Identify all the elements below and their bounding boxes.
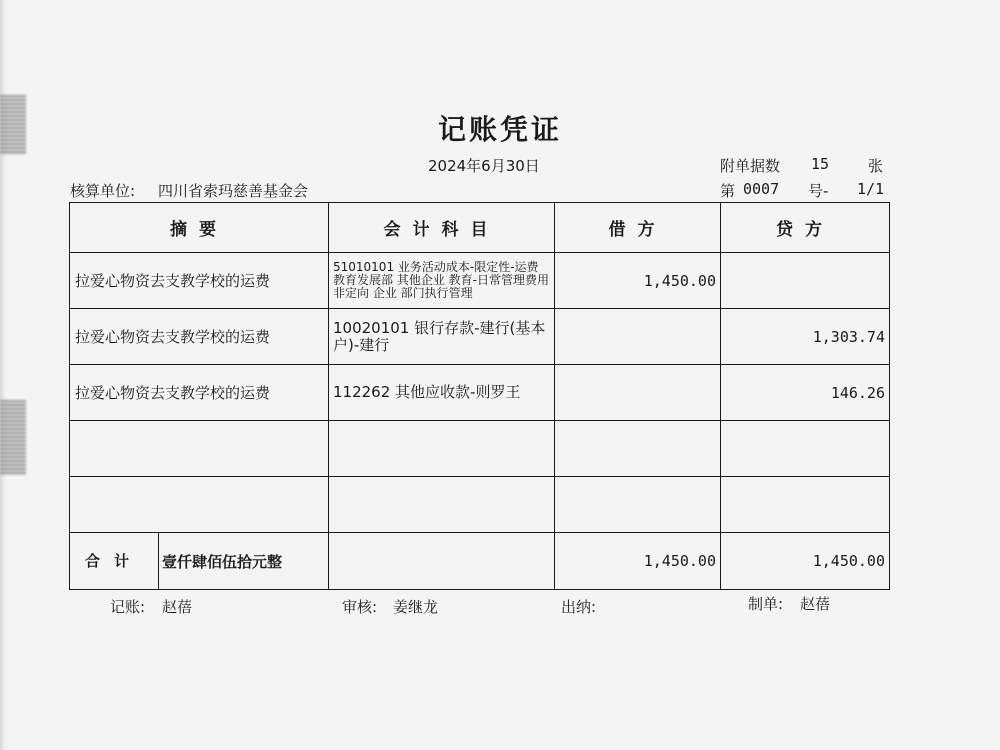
row-account: 51010101 业务活动成本-限定性-运费 教育发展部 其他企业 教育-日常管理费用 非定向 企业 部门执行管理 <box>329 253 555 309</box>
table-row <box>70 253 890 309</box>
header-account: 会计科目 <box>329 203 555 253</box>
voucher-no-prefix: 第 <box>720 182 736 200</box>
row-account: 112262 其他应收款-则罗王 <box>329 365 555 421</box>
row-credit <box>721 253 890 309</box>
header-row <box>70 203 890 253</box>
row-summary: 拉爱心物资去支教学校的运费 <box>70 309 329 365</box>
unit-label: 核算单位: <box>70 182 136 200</box>
row-summary <box>70 477 329 533</box>
row-debit <box>555 421 721 477</box>
row-debit: 1,450.00 <box>555 253 721 309</box>
voucher-table <box>69 202 890 590</box>
unit-name: 四川省索玛慈善基金会 <box>158 182 309 200</box>
row-debit <box>555 365 721 421</box>
cashier-label: 出纳: <box>561 598 597 616</box>
voucher-page: 1/1 <box>857 180 885 198</box>
total-debit: 1,450.00 <box>555 533 721 590</box>
voucher-title: 记账凭证 <box>437 113 562 146</box>
voucher-no-suffix: 号- <box>808 182 829 200</box>
preparer-name: 赵蓓 <box>800 595 831 613</box>
row-credit: 146.26 <box>721 365 890 421</box>
row-debit <box>555 477 721 533</box>
scan-smudge <box>0 400 26 475</box>
row-account: 10020101 银行存款-建行(基本户)-建行 <box>329 309 555 365</box>
row-credit: 1,303.74 <box>721 309 890 365</box>
table-row <box>70 309 890 365</box>
row-summary <box>70 421 329 477</box>
row-credit <box>721 421 890 477</box>
total-label: 合计 <box>70 533 159 589</box>
header-summary: 摘要 <box>70 203 329 253</box>
table-row <box>70 365 890 421</box>
total-row <box>70 533 890 590</box>
bookkeeper-name: 赵蓓 <box>162 598 193 616</box>
reviewer-label: 审核: <box>342 598 378 616</box>
row-account <box>329 421 555 477</box>
reviewer-name: 姜继龙 <box>393 598 439 616</box>
attachments-unit: 张 <box>868 157 884 175</box>
bookkeeper-label: 记账: <box>110 598 146 616</box>
voucher-number: 0007 <box>743 180 780 198</box>
total-account-blank <box>329 533 555 590</box>
row-account <box>329 477 555 533</box>
table-row <box>70 421 890 477</box>
table-row <box>70 477 890 533</box>
preparer-label: 制单: <box>748 595 784 613</box>
total-cell <box>70 533 329 590</box>
total-credit: 1,450.00 <box>721 533 890 590</box>
row-debit <box>555 309 721 365</box>
amount-in-words: 壹仟肆佰伍拾元整 <box>162 552 283 571</box>
attachments-label: 附单据数 <box>720 157 781 175</box>
header-credit: 贷方 <box>721 203 890 253</box>
attachments-count: 15 <box>811 155 830 173</box>
row-summary: 拉爱心物资去支教学校的运费 <box>70 253 329 309</box>
row-credit <box>721 477 890 533</box>
header-debit: 借方 <box>555 203 721 253</box>
voucher-date: 2024年6月30日 <box>428 157 540 175</box>
row-summary: 拉爱心物资去支教学校的运费 <box>70 365 329 421</box>
